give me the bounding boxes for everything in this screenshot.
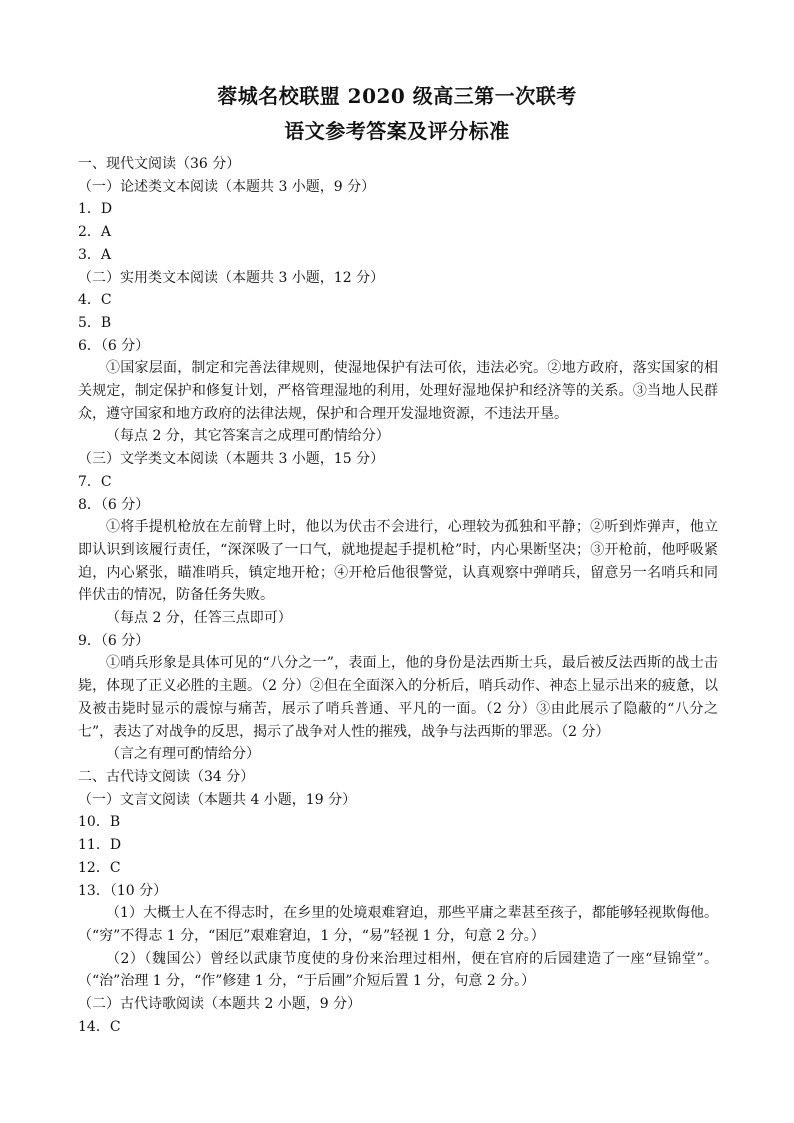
scoring-note: （每点 2 分，其它答案言之成理可酌情给分）	[106, 428, 390, 445]
answer-item: 6．（6 分）	[78, 337, 150, 354]
answer-item: 7．C	[78, 473, 112, 490]
subsection-heading: （一）文言文阅读（本题共 4 小题，19 分）	[78, 791, 357, 808]
answer-item: 1．D	[78, 201, 113, 218]
scoring-note: （言之有理可酌情给分）	[106, 746, 260, 763]
answer-item: 11．D	[78, 837, 122, 854]
answer-paragraph: ①哨兵形象是具体可见的“八分之一”，表面上，他的身份是法西斯士兵，最后被反法西斯的战士击毙，体现了正义必胜的主题。（2 分）②但在全面深入的分析后，哨兵动作、神态上显示出来的疲惫，以及被击毙时显示的震惊与痛苦，展示了哨兵普通、平凡的一面。（2 分）③由此展示了隐蔽的“八分之七”，表达了对战争的反思，揭示了战争对人性的摧残，战争与法西斯的罪恶。（2 分）	[78, 655, 718, 740]
scoring-note: （每点 2 分，任答三点即可）	[106, 610, 292, 627]
answer-item: 4．C	[78, 292, 112, 309]
answer-paragraph: ①国家层面，制定和完善法律规则，使湿地保护有法可依，违法必究。②地方政府，落实国家的相关规定，制定保护和修复计划，严格管理湿地的利用，处理好湿地保护和经济等的关系。③当地人民群众，遵守国家和地方政府的法律法规，保护和合理开发湿地资源，不违法开垦。	[78, 360, 718, 422]
answer-item: 2．A	[78, 224, 112, 241]
subsection-heading: （二）实用类文本阅读（本题共 3 小题，12 分）	[78, 269, 385, 286]
answer-paragraph: ①将手提机枪放在左前臂上时，他以为伏击不会进行，心理较为孤独和平静；②听到炸弹声，他立即认识到该履行责任，“深深吸了一口气，就地提起手提机枪”时，内心果断坚决；③开枪前，他呼吸紧迫，内心紧张，瞄准哨兵，镇定地开枪；④开枪后他很警觉，认真观察中弹哨兵，留意另一名哨兵和同伴伏击的情况，防备任务失败。	[78, 519, 718, 604]
answer-item: 5．B	[78, 314, 112, 331]
answer-item: 12．C	[78, 859, 121, 876]
answer-item: 8．（6 分）	[78, 496, 150, 513]
answer-item: 14．C	[78, 1018, 121, 1035]
section-heading: 一、现代文阅读（36 分）	[78, 156, 241, 172]
answer-item: 9．（6 分）	[78, 632, 150, 649]
answer-content	[78, 153, 718, 1038]
subsection-heading: （三）文学类文本阅读（本题共 3 小题，15 分）	[78, 451, 385, 468]
section-heading: 二、古代诗文阅读（34 分）	[78, 768, 255, 785]
answer-item: 13．（10 分）	[78, 882, 168, 899]
answer-item: 10．B	[78, 814, 121, 831]
answer-paragraph: （2）（魏国公）曾经以武康节度使的身份来治理过相州，便在官府的后园建造了一座“昼锦堂”。（“治”治理 1 分，“作”修建 1 分，“于后圃”介短后置 1 分，句意 2 分。）	[78, 950, 718, 990]
answer-item: 3．A	[78, 246, 112, 263]
document-title: 蓉城名校联盟 2020 级高三第一次联考	[217, 84, 577, 108]
subsection-heading: （二）古代诗歌阅读（本题共 2 小题，9 分）	[78, 996, 362, 1013]
subsection-heading: （一）论述类文本阅读（本题共 3 小题，9 分）	[78, 178, 376, 195]
document-subtitle: 语文参考答案及评分标准	[284, 119, 510, 143]
answer-paragraph: （1）大概士人在不得志时，在乡里的处境艰难窘迫，那些平庸之辈甚至孩子，都能够轻视欺侮他。（“穷”不得志 1 分，“困厄”艰难窘迫，1 分，“易”轻视 1 分，句意 2 分。）	[78, 905, 718, 944]
